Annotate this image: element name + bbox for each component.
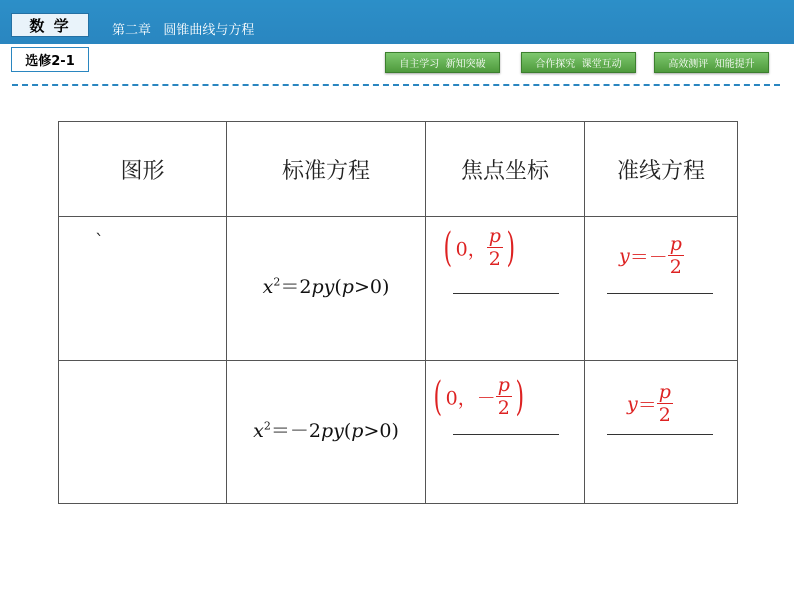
equation-cell (227, 361, 426, 504)
nav-cooperative-button[interactable]: 合作探究 课堂互动 (521, 52, 636, 73)
table-row (59, 217, 738, 361)
standard-equation: $x^2=2py(p>0)$ (262, 275, 390, 298)
header-focus: 焦点坐标 (426, 122, 585, 217)
focus-answer: ( 0， $\frac{p}{2}$ ) (443, 225, 515, 271)
table-header-row (59, 122, 738, 217)
focus-cell (426, 361, 585, 504)
answer-blank-line (607, 434, 713, 435)
subject-label: 数 学 (11, 13, 89, 37)
equation-cell (227, 217, 426, 361)
header-figure: 图形 (59, 122, 227, 217)
table-row (59, 361, 738, 504)
directrix-cell (585, 361, 738, 504)
answer-blank-line (453, 293, 559, 294)
focus-cell (426, 217, 585, 361)
nav-self-study-button[interactable]: 自主学习 新知突破 (385, 52, 500, 73)
focus-answer: ( 0，－ $\frac{p}{2}$ ) (433, 374, 524, 420)
chapter-title: 第二章 圆锥曲线与方程 (112, 23, 255, 38)
directrix-answer: y＝－ $\frac{p}{2}$ (619, 233, 682, 278)
standard-equation: $x^2=-2py(p>0)$ (253, 419, 399, 442)
figure-mark: ` (95, 231, 104, 252)
figure-cell (59, 361, 227, 504)
nav-assessment-button[interactable]: 高效测评 知能提升 (654, 52, 769, 73)
answer-blank-line (453, 434, 559, 435)
header-directrix: 准线方程 (585, 122, 738, 217)
header-divider (12, 84, 780, 86)
parabola-table (58, 121, 738, 504)
directrix-answer: y＝ $\frac{p}{2}$ (627, 381, 671, 426)
directrix-cell (585, 217, 738, 361)
course-label: 选修2-1 (11, 47, 89, 72)
answer-blank-line (607, 293, 713, 294)
figure-cell (59, 217, 227, 361)
header-equation: 标准方程 (227, 122, 426, 217)
